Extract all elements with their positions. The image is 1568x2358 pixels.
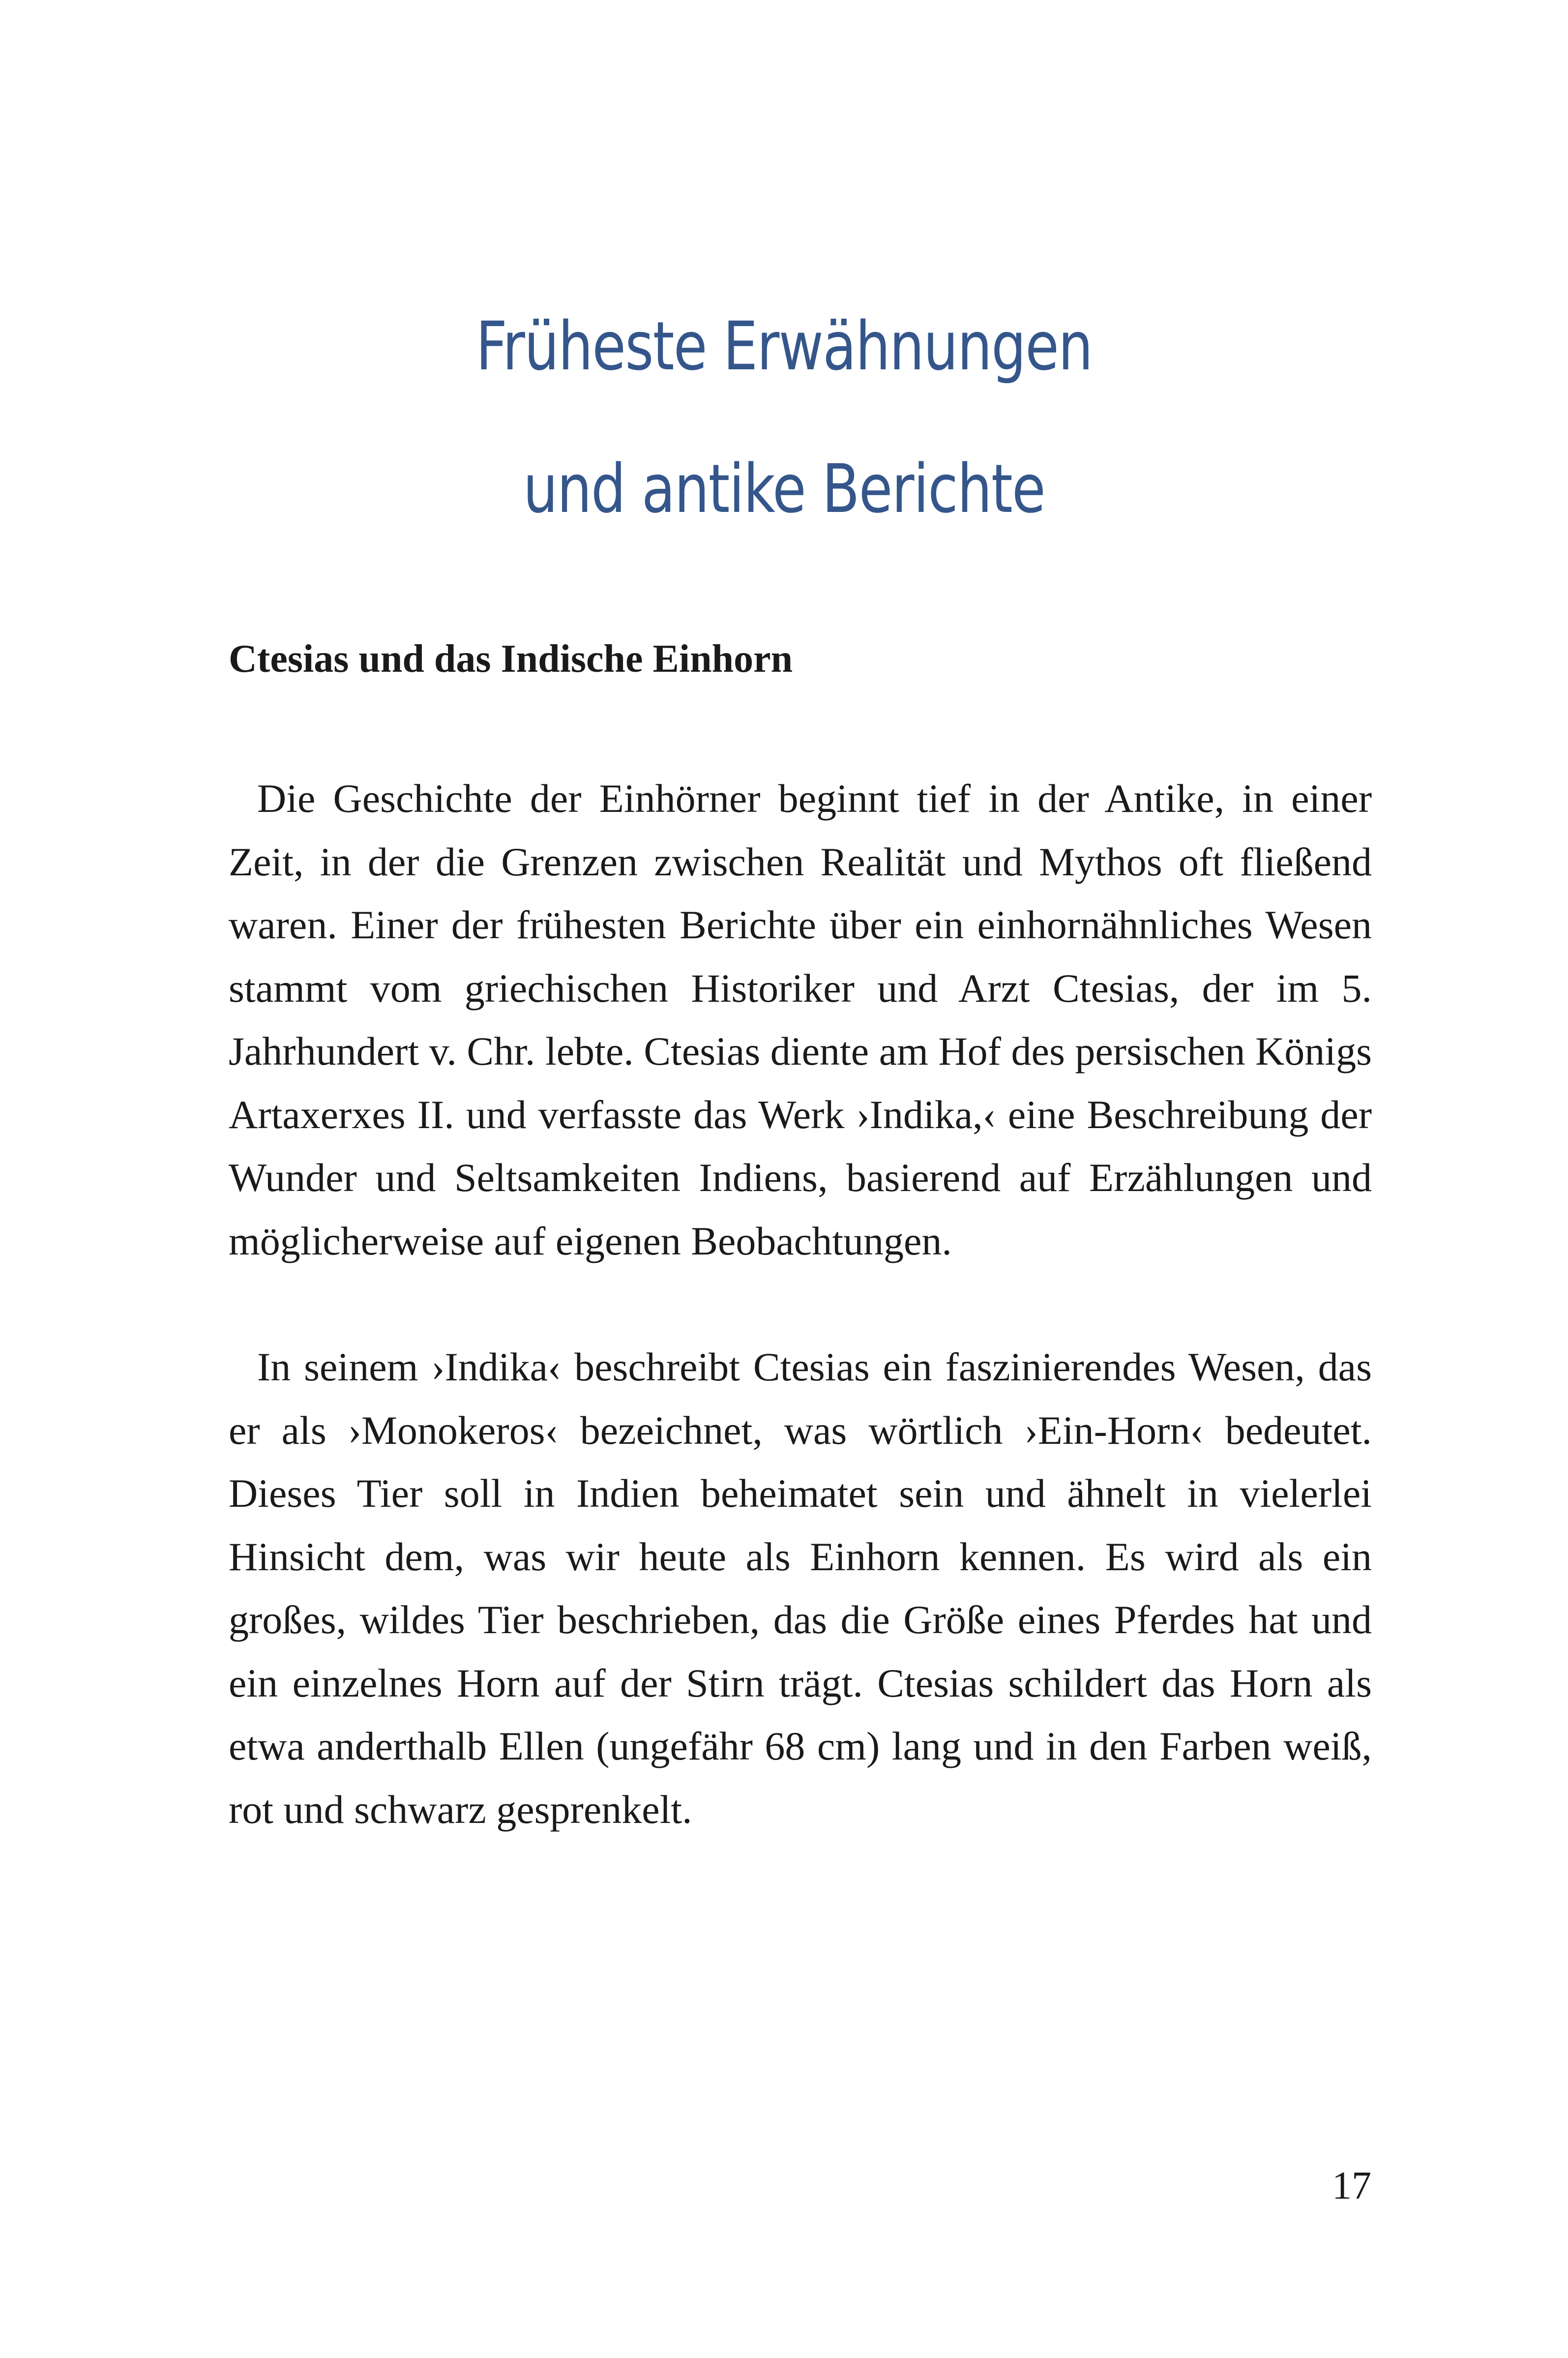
chapter-title-line-2: und antike Berichte (523, 450, 1045, 528)
paragraph-2: In seinem ›Indika‹ beschreibt Ctesias ein faszinierendes Wesen, das er als ›Monokeros‹ bezeichnet, was wörtlich ›Ein-Horn‹ bedeutet. Dieses Tier soll in Indien beheimatet sein und ähnelt in vielerlei Hinsicht dem, was wir heute als Einhorn kennen. Es wird als ein großes, wildes Tier beschrieben, das die Größe eines Pferdes hat und ein einzelnes Horn auf der Stirn trägt. Ctesias schildert das Horn als etwa anderthalb Ellen (ungefähr 68 cm) lang und in den Farben weiß, rot und schwarz gesprenkelt. (229, 1344, 1372, 1832)
chapter-title-line-1: Früheste Erwähnungen (475, 308, 1093, 386)
section-heading: Ctesias und das Indische Einhorn (229, 637, 793, 681)
page-number: 17 (1332, 2164, 1371, 2208)
paragraph-1: Die Geschichte der Einhörner beginnt tief in der Antike, in einer Zeit, in der die Grenzen zwischen Realität und Mythos oft fließend waren. Einer der frühesten Berichte über ein einhornähnliches Wesen stammt vom griechischen Historiker und Arzt Ctesias, der im 5. Jahrhundert v. Chr. lebte. Ctesias diente am Hof des persischen Königs Artaxerxes II. und verfasste das Werk ›Indika,‹ eine Beschreibung der Wunder und Seltsamkeiten Indiens, basierend auf Erzählungen und möglicherweise auf eigenen Beobachtungen. (229, 776, 1372, 1263)
body-text (229, 634, 1372, 1841)
chapter-title (141, 275, 1427, 561)
